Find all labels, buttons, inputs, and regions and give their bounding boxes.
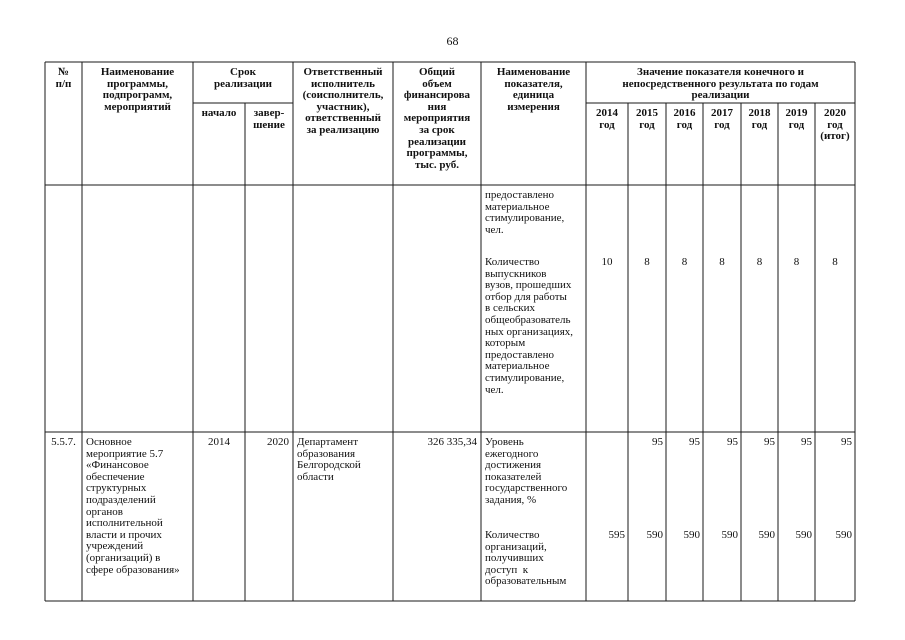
header-year: 2020 год (итог): [820, 107, 850, 143]
indicator-text: Количество организаций, получивших доступ к образовательным: [485, 529, 567, 588]
header-year: 2019 год: [785, 107, 808, 131]
header-term-end: завер- шение: [253, 107, 285, 131]
value-cell: 590: [646, 529, 663, 541]
value-cell: 590: [721, 529, 738, 541]
header-values-group: Значение показателя конечного и непосредственного результата по годам реализации: [622, 66, 819, 102]
value-cell: 95: [652, 436, 663, 448]
value-cell: 8: [793, 256, 800, 268]
term-end: 2020: [267, 436, 289, 448]
header-year: 2016 год: [673, 107, 696, 131]
indicator-text: Количество выпускников вузов, прошедших отбор для работы в сельских общеобразователь ных организациях, которым предоставлено материальное стимулирование, чел.: [485, 256, 574, 396]
header-term-start: начало: [201, 107, 237, 119]
page-number: 68: [446, 34, 459, 48]
header-indicator: Наименование показателя, единица измерения: [496, 66, 571, 113]
program-name: Основное мероприятие 5.7 «Финансовое обеспечение структурных подразделений органов исполнительной власти и прочих учреждений (организаций) в сфере образования»: [86, 436, 180, 576]
value-cell: 590: [795, 529, 812, 541]
header-funding: Общий объем финансирова ния мероприятия за срок реализации программы, тыс. руб.: [403, 66, 471, 171]
value-cell: 95: [801, 436, 812, 448]
value-cell: 590: [683, 529, 700, 541]
header-executor: Ответственный исполнитель (соисполнитель, участник), ответственный за реализацию: [302, 66, 384, 136]
header-year: 2014 год: [596, 107, 618, 131]
value-cell: 95: [841, 436, 852, 448]
header-year: 2015 год: [636, 107, 658, 131]
executor: Департамент образования Белгородской области: [297, 436, 361, 483]
term-start: 2014: [208, 436, 230, 448]
value-cell: 95: [764, 436, 775, 448]
value-cell: 590: [758, 529, 775, 541]
indicator-text: Уровень ежегодного достижения показателей государственного задания, %: [485, 436, 568, 506]
value-cell: 10: [601, 256, 613, 268]
header-num: № п/п: [55, 66, 72, 90]
value-cell: 95: [727, 436, 738, 448]
value-cell: 8: [756, 256, 763, 268]
value-cell: 8: [644, 256, 650, 268]
header-term: Срок реализации: [213, 66, 273, 90]
row-number: 5.5.7.: [51, 436, 76, 448]
value-cell: 595: [608, 529, 625, 541]
value-cell: 8: [681, 256, 688, 268]
header-year: 2017 год: [711, 107, 733, 131]
value-cell: 8: [832, 256, 838, 268]
funding: 326 335,34: [427, 436, 477, 448]
value-cell: 95: [689, 436, 700, 448]
header-year: 2018 год: [748, 107, 771, 131]
value-cell: 8: [719, 256, 725, 268]
header-program-name: Наименование программы, подпрограмм, мероприятий: [100, 66, 175, 113]
indicator-text: предоставлено материальное стимулирование, чел.: [485, 189, 565, 236]
value-cell: 590: [835, 529, 852, 541]
